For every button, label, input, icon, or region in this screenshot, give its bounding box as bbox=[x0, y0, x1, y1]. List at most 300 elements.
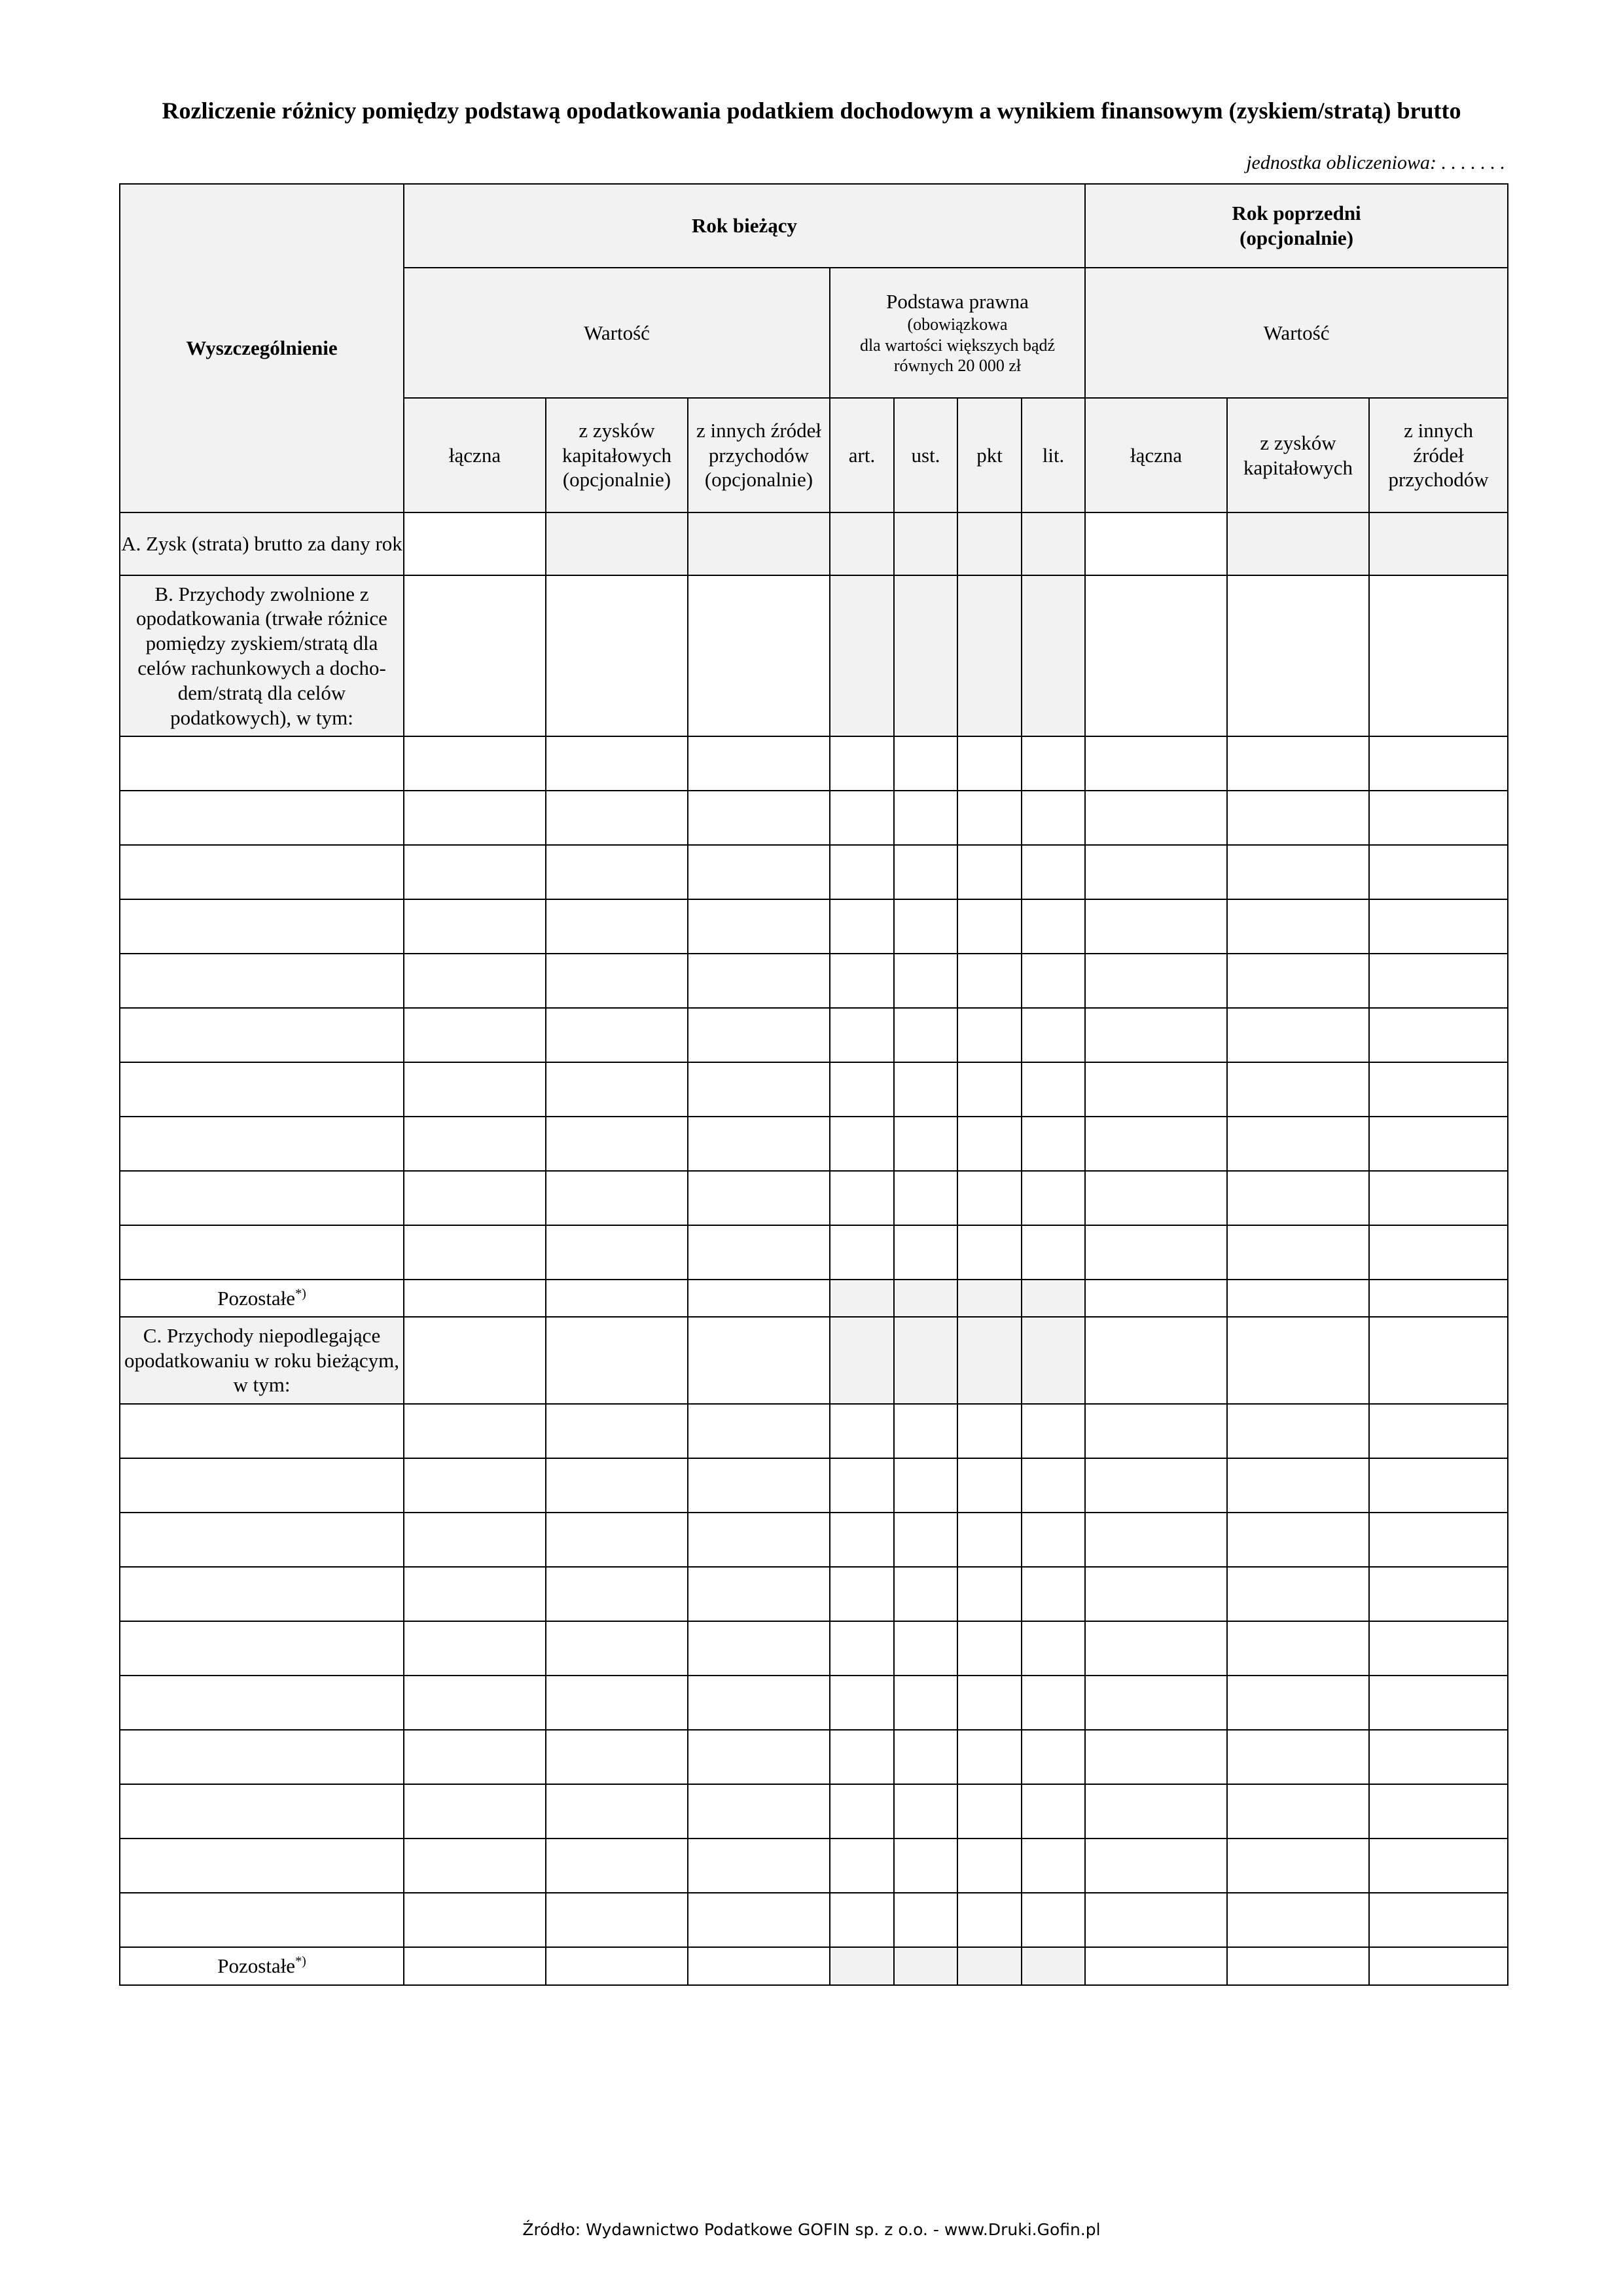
table-row bbox=[120, 736, 1508, 791]
value-cell[interactable] bbox=[1022, 1839, 1085, 1893]
value-cell[interactable] bbox=[688, 736, 830, 791]
value-cell[interactable] bbox=[688, 1947, 830, 1985]
table-row bbox=[120, 1567, 1508, 1621]
value-cell[interactable] bbox=[688, 1839, 830, 1893]
value-cell[interactable] bbox=[957, 1513, 1022, 1567]
header-pkt: pkt bbox=[957, 398, 1022, 512]
row-label: Pozostałe*) bbox=[120, 1280, 404, 1317]
value-cell[interactable] bbox=[404, 1117, 546, 1171]
value-cell[interactable] bbox=[404, 575, 546, 736]
value-cell[interactable] bbox=[957, 1117, 1022, 1171]
table-row bbox=[120, 512, 1508, 575]
value-cell[interactable] bbox=[546, 1171, 688, 1225]
value-cell[interactable] bbox=[1085, 1784, 1227, 1839]
value-cell[interactable] bbox=[957, 1225, 1022, 1280]
header-ust: ust. bbox=[894, 398, 957, 512]
value-cell[interactable] bbox=[1227, 791, 1369, 845]
value-cell[interactable] bbox=[688, 1225, 830, 1280]
value-cell[interactable] bbox=[404, 899, 546, 954]
value-cell[interactable] bbox=[830, 1458, 894, 1513]
value-cell[interactable] bbox=[1227, 1062, 1369, 1117]
value-cell[interactable] bbox=[894, 1458, 957, 1513]
value-cell[interactable] bbox=[1369, 954, 1508, 1008]
value-cell[interactable] bbox=[1085, 1225, 1227, 1280]
value-cell[interactable] bbox=[1022, 1676, 1085, 1730]
value-cell[interactable] bbox=[546, 1008, 688, 1062]
table-row bbox=[120, 1062, 1508, 1117]
table-row bbox=[120, 954, 1508, 1008]
value-cell[interactable] bbox=[546, 1621, 688, 1676]
row-label-input[interactable] bbox=[120, 1676, 404, 1730]
value-cell[interactable] bbox=[1085, 575, 1227, 736]
value-cell[interactable] bbox=[1085, 736, 1227, 791]
value-cell bbox=[1227, 512, 1369, 575]
table-row bbox=[120, 1730, 1508, 1784]
value-cell[interactable] bbox=[688, 1008, 830, 1062]
value-cell[interactable] bbox=[830, 1225, 894, 1280]
value-cell[interactable] bbox=[1022, 1621, 1085, 1676]
value-cell[interactable] bbox=[546, 1567, 688, 1621]
row-label-input[interactable] bbox=[120, 1062, 404, 1117]
row-label-input[interactable] bbox=[120, 1171, 404, 1225]
value-cell[interactable] bbox=[830, 954, 894, 1008]
value-cell[interactable] bbox=[404, 1280, 546, 1317]
value-cell[interactable] bbox=[1227, 1458, 1369, 1513]
value-cell[interactable] bbox=[1227, 1567, 1369, 1621]
value-cell[interactable] bbox=[546, 1893, 688, 1947]
value-cell[interactable] bbox=[1085, 899, 1227, 954]
value-cell[interactable] bbox=[1085, 1008, 1227, 1062]
value-cell bbox=[894, 512, 957, 575]
value-cell[interactable] bbox=[1022, 1117, 1085, 1171]
row-label: Pozostałe*) bbox=[120, 1947, 404, 1985]
value-cell[interactable] bbox=[1369, 845, 1508, 899]
value-cell[interactable] bbox=[1227, 1893, 1369, 1947]
header-legal-basis: Podstawa prawna (obowiązkowa dla wartości większych bądź równych 20 000 zł bbox=[830, 268, 1085, 398]
value-cell[interactable] bbox=[1369, 1404, 1508, 1458]
row-label-input[interactable] bbox=[120, 1567, 404, 1621]
value-cell[interactable] bbox=[1369, 1676, 1508, 1730]
value-cell[interactable] bbox=[1022, 1225, 1085, 1280]
value-cell[interactable] bbox=[830, 845, 894, 899]
value-cell[interactable] bbox=[404, 1513, 546, 1567]
value-cell[interactable] bbox=[546, 1317, 688, 1404]
value-cell[interactable] bbox=[404, 1676, 546, 1730]
table-row bbox=[120, 1171, 1508, 1225]
value-cell[interactable] bbox=[830, 1839, 894, 1893]
value-cell[interactable] bbox=[546, 1784, 688, 1839]
value-cell[interactable] bbox=[1022, 1062, 1085, 1117]
value-cell[interactable] bbox=[1369, 575, 1508, 736]
value-cell[interactable] bbox=[404, 954, 546, 1008]
value-cell[interactable] bbox=[688, 575, 830, 736]
value-cell[interactable] bbox=[1369, 1458, 1508, 1513]
value-cell[interactable] bbox=[1022, 1171, 1085, 1225]
value-cell[interactable] bbox=[957, 1062, 1022, 1117]
value-cell[interactable] bbox=[894, 1567, 957, 1621]
value-cell[interactable] bbox=[1022, 1458, 1085, 1513]
value-cell[interactable] bbox=[404, 1947, 546, 1985]
value-cell[interactable] bbox=[1227, 1008, 1369, 1062]
value-cell[interactable] bbox=[1369, 1730, 1508, 1784]
value-cell[interactable] bbox=[688, 1676, 830, 1730]
value-cell[interactable] bbox=[1369, 1567, 1508, 1621]
value-cell[interactable] bbox=[546, 575, 688, 736]
value-cell[interactable] bbox=[1369, 1784, 1508, 1839]
value-cell[interactable] bbox=[1022, 1893, 1085, 1947]
value-cell[interactable] bbox=[1369, 1839, 1508, 1893]
value-cell[interactable] bbox=[957, 1621, 1022, 1676]
value-cell[interactable] bbox=[1085, 1947, 1227, 1985]
value-cell[interactable] bbox=[688, 1317, 830, 1404]
header-other-sources: z innych źródeł przychodów (opcjonalnie) bbox=[688, 398, 830, 512]
row-label: C. Przychody niepodlegające opodatkowaniu w roku bieżącym, w tym: bbox=[120, 1317, 404, 1404]
value-cell[interactable] bbox=[546, 1513, 688, 1567]
source-footer: Źródło: Wydawnictwo Podatkowe GOFIN sp. z o.o. - www.Druki.Gofin.pl bbox=[522, 2220, 1101, 2239]
value-cell[interactable] bbox=[1369, 1893, 1508, 1947]
value-cell[interactable] bbox=[830, 1567, 894, 1621]
row-label-input[interactable] bbox=[120, 1458, 404, 1513]
value-cell[interactable] bbox=[688, 1513, 830, 1567]
value-cell[interactable] bbox=[1369, 899, 1508, 954]
value-cell bbox=[830, 575, 894, 736]
value-cell[interactable] bbox=[688, 1458, 830, 1513]
value-cell[interactable] bbox=[404, 845, 546, 899]
value-cell[interactable] bbox=[1369, 1947, 1508, 1985]
row-label-input[interactable] bbox=[120, 1117, 404, 1171]
value-cell[interactable] bbox=[404, 1621, 546, 1676]
value-cell[interactable] bbox=[957, 1458, 1022, 1513]
value-cell[interactable] bbox=[830, 1730, 894, 1784]
value-cell[interactable] bbox=[894, 899, 957, 954]
header-value-previous: Wartość bbox=[1085, 268, 1508, 398]
table-row bbox=[120, 1008, 1508, 1062]
value-cell[interactable] bbox=[688, 1784, 830, 1839]
value-cell[interactable] bbox=[830, 1062, 894, 1117]
value-cell[interactable] bbox=[957, 1567, 1022, 1621]
value-cell[interactable] bbox=[1085, 1839, 1227, 1893]
value-cell[interactable] bbox=[1369, 1117, 1508, 1171]
value-cell[interactable] bbox=[894, 1008, 957, 1062]
row-label-input[interactable] bbox=[120, 1225, 404, 1280]
value-cell[interactable] bbox=[1085, 1567, 1227, 1621]
value-cell[interactable] bbox=[1227, 845, 1369, 899]
value-cell[interactable] bbox=[1227, 1784, 1369, 1839]
value-cell[interactable] bbox=[546, 845, 688, 899]
row-label-input[interactable] bbox=[120, 1404, 404, 1458]
value-cell[interactable] bbox=[1227, 1730, 1369, 1784]
table-row bbox=[120, 1317, 1508, 1404]
value-cell bbox=[830, 512, 894, 575]
value-cell bbox=[1022, 1317, 1085, 1404]
value-cell[interactable] bbox=[957, 1893, 1022, 1947]
value-cell[interactable] bbox=[404, 1404, 546, 1458]
value-cell[interactable] bbox=[404, 1225, 546, 1280]
value-cell[interactable] bbox=[1022, 954, 1085, 1008]
value-cell[interactable] bbox=[1369, 736, 1508, 791]
value-cell bbox=[957, 1280, 1022, 1317]
value-cell[interactable] bbox=[894, 1117, 957, 1171]
value-cell[interactable] bbox=[1227, 1117, 1369, 1171]
value-cell[interactable] bbox=[688, 899, 830, 954]
value-cell[interactable] bbox=[957, 1784, 1022, 1839]
row-label-input[interactable] bbox=[120, 1893, 404, 1947]
value-cell[interactable] bbox=[1085, 1317, 1227, 1404]
value-cell bbox=[894, 1280, 957, 1317]
row-label: B. Przychody zwolnione z opodatkowania (trwałe różnice pomiędzy zyskiem/stratą dla celów rachunkowych a docho-dem/stratą dla celów podatkowych), w tym: bbox=[120, 575, 404, 736]
value-cell[interactable] bbox=[688, 1062, 830, 1117]
value-cell[interactable] bbox=[894, 736, 957, 791]
value-cell[interactable] bbox=[546, 1117, 688, 1171]
value-cell[interactable] bbox=[1369, 1008, 1508, 1062]
value-cell bbox=[688, 512, 830, 575]
value-cell[interactable] bbox=[546, 1839, 688, 1893]
value-cell[interactable] bbox=[1022, 1008, 1085, 1062]
value-cell[interactable] bbox=[688, 1404, 830, 1458]
value-cell[interactable] bbox=[1085, 845, 1227, 899]
value-cell[interactable] bbox=[894, 1062, 957, 1117]
value-cell[interactable] bbox=[830, 1621, 894, 1676]
value-cell[interactable] bbox=[546, 1676, 688, 1730]
value-cell[interactable] bbox=[894, 954, 957, 1008]
value-cell[interactable] bbox=[1085, 1117, 1227, 1171]
value-cell[interactable] bbox=[404, 1171, 546, 1225]
row-label-input[interactable] bbox=[120, 845, 404, 899]
value-cell[interactable] bbox=[1085, 1280, 1227, 1317]
value-cell[interactable] bbox=[1085, 512, 1227, 575]
header-previous-year: Rok poprzedni (opcjonalnie) bbox=[1085, 184, 1508, 268]
value-cell[interactable] bbox=[1227, 1676, 1369, 1730]
value-cell[interactable] bbox=[1227, 1621, 1369, 1676]
value-cell[interactable] bbox=[1227, 736, 1369, 791]
table-row bbox=[120, 1621, 1508, 1676]
value-cell[interactable] bbox=[1022, 1404, 1085, 1458]
value-cell[interactable] bbox=[894, 1839, 957, 1893]
value-cell[interactable] bbox=[546, 1225, 688, 1280]
value-cell[interactable] bbox=[1085, 1513, 1227, 1567]
row-label-input[interactable] bbox=[120, 1730, 404, 1784]
value-cell bbox=[546, 512, 688, 575]
value-cell[interactable] bbox=[830, 899, 894, 954]
value-cell[interactable] bbox=[1369, 1513, 1508, 1567]
value-cell[interactable] bbox=[546, 1404, 688, 1458]
value-cell[interactable] bbox=[1022, 1730, 1085, 1784]
value-cell[interactable] bbox=[1369, 1225, 1508, 1280]
value-cell[interactable] bbox=[894, 845, 957, 899]
value-cell[interactable] bbox=[546, 1280, 688, 1317]
value-cell[interactable] bbox=[1085, 1171, 1227, 1225]
value-cell[interactable] bbox=[957, 1404, 1022, 1458]
value-cell[interactable] bbox=[1022, 1784, 1085, 1839]
value-cell[interactable] bbox=[1085, 1621, 1227, 1676]
value-cell bbox=[957, 512, 1022, 575]
value-cell[interactable] bbox=[404, 1784, 546, 1839]
value-cell[interactable] bbox=[957, 899, 1022, 954]
value-cell[interactable] bbox=[957, 1676, 1022, 1730]
value-cell[interactable] bbox=[404, 1893, 546, 1947]
value-cell[interactable] bbox=[830, 1117, 894, 1171]
header-prev-other-sources: z innych źródeł przychodów bbox=[1369, 398, 1508, 512]
value-cell[interactable] bbox=[1085, 1062, 1227, 1117]
value-cell[interactable] bbox=[894, 1893, 957, 1947]
reconciliation-table bbox=[119, 183, 1508, 1986]
value-cell[interactable] bbox=[1227, 1280, 1369, 1317]
table-row bbox=[120, 845, 1508, 899]
value-cell[interactable] bbox=[1022, 791, 1085, 845]
header-prev-capital-gains: z zysków kapitałowych bbox=[1227, 398, 1369, 512]
value-cell[interactable] bbox=[404, 791, 546, 845]
table-row bbox=[120, 1404, 1508, 1458]
value-cell[interactable] bbox=[830, 1171, 894, 1225]
value-cell[interactable] bbox=[546, 736, 688, 791]
table-row bbox=[120, 1839, 1508, 1893]
page-title: Rozliczenie różnicy pomiędzy podstawą opodatkowania podatkiem dochodowym a wynikiem finansowym (zyskiem/stratą) brutto bbox=[162, 98, 1461, 124]
value-cell[interactable] bbox=[1369, 1280, 1508, 1317]
value-cell[interactable] bbox=[688, 791, 830, 845]
row-label-input[interactable] bbox=[120, 1839, 404, 1893]
value-cell[interactable] bbox=[688, 1171, 830, 1225]
value-cell[interactable] bbox=[1227, 1317, 1369, 1404]
header-prev-total: łączna bbox=[1085, 398, 1227, 512]
value-cell[interactable] bbox=[1022, 1567, 1085, 1621]
value-cell[interactable] bbox=[957, 1008, 1022, 1062]
value-cell[interactable] bbox=[830, 1513, 894, 1567]
header-lit: lit. bbox=[1022, 398, 1085, 512]
value-cell[interactable] bbox=[1227, 1171, 1369, 1225]
value-cell[interactable] bbox=[404, 1839, 546, 1893]
table-row bbox=[120, 1280, 1508, 1317]
header-description: Wyszczególnienie bbox=[120, 184, 404, 512]
value-cell[interactable] bbox=[404, 1567, 546, 1621]
value-cell[interactable] bbox=[404, 1008, 546, 1062]
row-label-input[interactable] bbox=[120, 1513, 404, 1567]
value-cell[interactable] bbox=[688, 1621, 830, 1676]
value-cell[interactable] bbox=[830, 1893, 894, 1947]
value-cell[interactable] bbox=[957, 1839, 1022, 1893]
row-label-input[interactable] bbox=[120, 791, 404, 845]
value-cell[interactable] bbox=[894, 1225, 957, 1280]
table-row bbox=[120, 1458, 1508, 1513]
value-cell bbox=[957, 1317, 1022, 1404]
value-cell[interactable] bbox=[894, 1676, 957, 1730]
value-cell[interactable] bbox=[957, 791, 1022, 845]
value-cell[interactable] bbox=[1369, 791, 1508, 845]
value-cell[interactable] bbox=[1022, 845, 1085, 899]
value-cell bbox=[1369, 512, 1508, 575]
value-cell[interactable] bbox=[957, 954, 1022, 1008]
value-cell[interactable] bbox=[546, 1730, 688, 1784]
value-cell[interactable] bbox=[688, 1730, 830, 1784]
value-cell[interactable] bbox=[1085, 954, 1227, 1008]
value-cell[interactable] bbox=[894, 791, 957, 845]
value-cell[interactable] bbox=[546, 1458, 688, 1513]
table-row bbox=[120, 1947, 1508, 1985]
value-cell[interactable] bbox=[957, 1171, 1022, 1225]
value-cell[interactable] bbox=[404, 1730, 546, 1784]
value-cell[interactable] bbox=[830, 1008, 894, 1062]
value-cell[interactable] bbox=[404, 1062, 546, 1117]
value-cell[interactable] bbox=[1085, 1676, 1227, 1730]
value-cell[interactable] bbox=[404, 512, 546, 575]
value-cell[interactable] bbox=[1085, 791, 1227, 845]
value-cell[interactable] bbox=[1022, 736, 1085, 791]
value-cell[interactable] bbox=[830, 1404, 894, 1458]
value-cell[interactable] bbox=[404, 1458, 546, 1513]
value-cell[interactable] bbox=[830, 1676, 894, 1730]
value-cell[interactable] bbox=[688, 1567, 830, 1621]
value-cell[interactable] bbox=[688, 1280, 830, 1317]
value-cell[interactable] bbox=[546, 791, 688, 845]
value-cell[interactable] bbox=[688, 845, 830, 899]
value-cell[interactable] bbox=[688, 1117, 830, 1171]
header-art: art. bbox=[830, 398, 894, 512]
value-cell[interactable] bbox=[957, 736, 1022, 791]
value-cell[interactable] bbox=[546, 1062, 688, 1117]
value-cell[interactable] bbox=[894, 1404, 957, 1458]
value-cell[interactable] bbox=[1369, 1621, 1508, 1676]
value-cell[interactable] bbox=[1227, 954, 1369, 1008]
row-label-input[interactable] bbox=[120, 899, 404, 954]
value-cell[interactable] bbox=[1085, 1730, 1227, 1784]
value-cell[interactable] bbox=[1227, 1404, 1369, 1458]
value-cell[interactable] bbox=[1227, 1947, 1369, 1985]
value-cell bbox=[1022, 1947, 1085, 1985]
value-cell[interactable] bbox=[546, 954, 688, 1008]
row-label-input[interactable] bbox=[120, 1008, 404, 1062]
value-cell[interactable] bbox=[404, 736, 546, 791]
value-cell[interactable] bbox=[1369, 1171, 1508, 1225]
row-label-input[interactable] bbox=[120, 1621, 404, 1676]
table-row bbox=[120, 575, 1508, 736]
value-cell[interactable] bbox=[1227, 1839, 1369, 1893]
value-cell[interactable] bbox=[1227, 1513, 1369, 1567]
value-cell[interactable] bbox=[1022, 1513, 1085, 1567]
value-cell[interactable] bbox=[1085, 1458, 1227, 1513]
value-cell[interactable] bbox=[1369, 1062, 1508, 1117]
value-cell[interactable] bbox=[894, 1513, 957, 1567]
value-cell[interactable] bbox=[404, 1317, 546, 1404]
value-cell[interactable] bbox=[1085, 1404, 1227, 1458]
value-cell[interactable] bbox=[546, 1947, 688, 1985]
row-label-input[interactable] bbox=[120, 1784, 404, 1839]
value-cell[interactable] bbox=[1369, 1317, 1508, 1404]
value-cell[interactable] bbox=[1022, 899, 1085, 954]
value-cell[interactable] bbox=[546, 899, 688, 954]
table-row bbox=[120, 1784, 1508, 1839]
value-cell bbox=[1022, 512, 1085, 575]
value-cell[interactable] bbox=[1227, 899, 1369, 954]
value-cell bbox=[957, 1947, 1022, 1985]
row-label: A. Zysk (strata) brutto za dany rok bbox=[120, 512, 404, 575]
value-cell[interactable] bbox=[1227, 1225, 1369, 1280]
value-cell bbox=[830, 1947, 894, 1985]
value-cell[interactable] bbox=[957, 1730, 1022, 1784]
value-cell[interactable] bbox=[894, 1730, 957, 1784]
value-cell[interactable] bbox=[688, 954, 830, 1008]
row-label-input[interactable] bbox=[120, 954, 404, 1008]
value-cell[interactable] bbox=[1085, 1893, 1227, 1947]
row-label-input[interactable] bbox=[120, 736, 404, 791]
value-cell[interactable] bbox=[830, 791, 894, 845]
value-cell[interactable] bbox=[1227, 575, 1369, 736]
value-cell[interactable] bbox=[830, 736, 894, 791]
value-cell[interactable] bbox=[957, 845, 1022, 899]
value-cell[interactable] bbox=[894, 1171, 957, 1225]
value-cell[interactable] bbox=[688, 1893, 830, 1947]
value-cell[interactable] bbox=[894, 1621, 957, 1676]
value-cell[interactable] bbox=[830, 1784, 894, 1839]
value-cell[interactable] bbox=[894, 1784, 957, 1839]
